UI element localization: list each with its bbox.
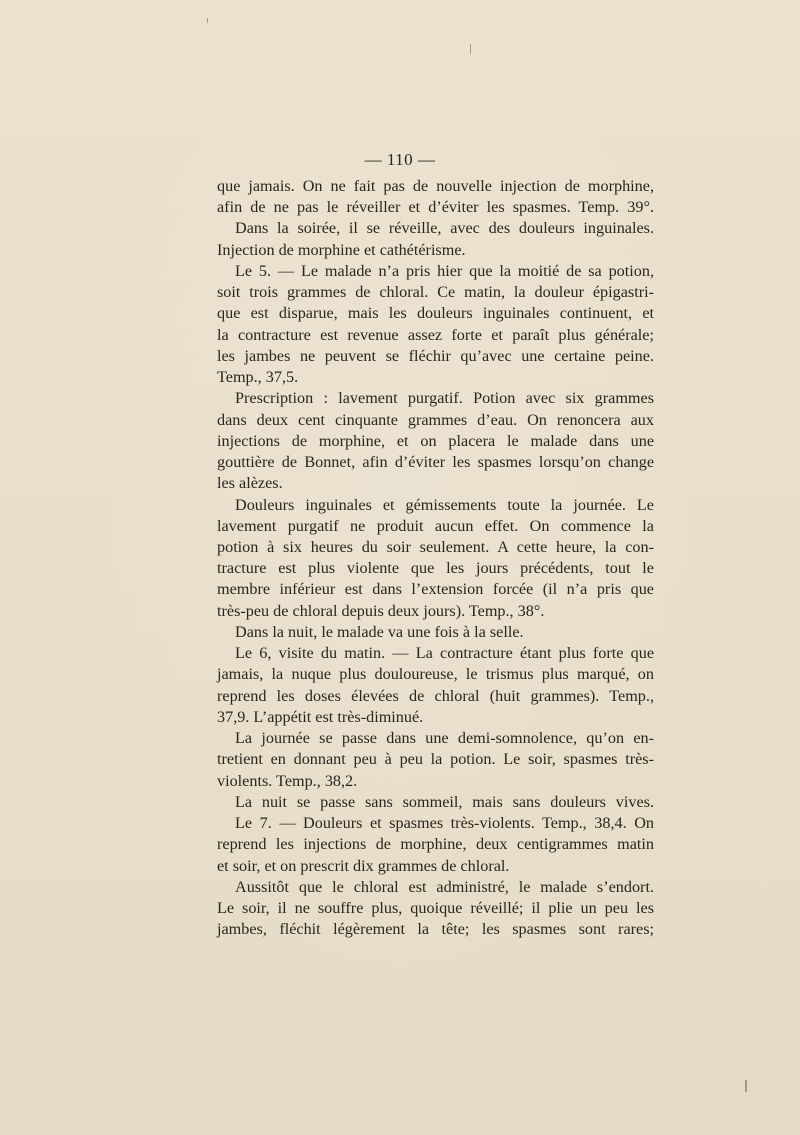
text-line: la contracture est revenue assez forte et paraît plus générale; xyxy=(217,325,654,344)
text-line: potion à six heures du soir seulement. A cette heure, la con- xyxy=(217,537,654,556)
paper-speck xyxy=(207,18,208,23)
text-line: Prescription : lavement purgatif. Potion avec six grammes xyxy=(235,389,654,408)
text-line: Dans la soirée, il se réveille, avec des douleurs inguinales. xyxy=(235,219,654,238)
paper-speck xyxy=(470,44,471,54)
text-line: lavement purgatif ne produit aucun effet. On commence la xyxy=(217,516,654,535)
text-line: Le soir, il ne souffre plus, quoique réveillé; il plie un peu les xyxy=(217,898,654,917)
text-line: Injection de morphine et cathétérisme. xyxy=(217,240,466,259)
text-line: que jamais. On ne fait pas de nouvelle injection de morphine, xyxy=(217,177,654,195)
text-line: injections de morphine, et on placera le malade dans une xyxy=(217,431,654,450)
text-line: La journée se passe dans une demi-somnolence, qu’on en- xyxy=(235,729,654,748)
text-line: Dans la nuit, le malade va une fois à la selle. xyxy=(235,622,524,641)
text-line: tretient en donnant peu à peu la potion. Le soir, spasmes très- xyxy=(217,750,654,769)
text-line: très-peu de chloral depuis deux jours). Temp., 38°. xyxy=(217,601,545,620)
text-line: jamais, la nuque plus douloureuse, le trismus plus marqué, on xyxy=(217,665,654,684)
text-line: et soir, et on prescrit dix grammes de chloral. xyxy=(217,856,510,875)
text-line: dans deux cent cinquante grammes d’eau. On renoncera aux xyxy=(217,410,654,429)
text-line: Aussitôt que le chloral est administré, le malade s’endort. xyxy=(235,877,654,896)
text-line: reprend les injections de morphine, deux centigrammes matin xyxy=(217,835,654,854)
text-line: que est disparue, mais les douleurs inguinales continuent, et xyxy=(217,304,654,323)
text-line: reprend les doses élevées de chloral (huit grammes). Temp., xyxy=(217,686,654,705)
text-line: membre inférieur est dans l’extension forcée (il n’a pris que xyxy=(217,580,654,599)
text-line: jambes, fléchit légèrement la tête; les spasmes sont rares; xyxy=(217,920,654,939)
text-line: les jambes ne peuvent se fléchir qu’avec une certaine peine. xyxy=(217,346,654,365)
text-line: La nuit se passe sans sommeil, mais sans douleurs vives. xyxy=(235,792,654,811)
text-line: Le 7. — Douleurs et spasmes très-violents. Temp., 38,4. On xyxy=(235,814,654,833)
text-line: les alèzes. xyxy=(217,474,283,493)
text-line: Le 5. — Le malade n’a pris hier que la moitié de sa potion, xyxy=(235,261,654,280)
paper-speck xyxy=(745,1080,747,1092)
text-line: Temp., 37,5. xyxy=(217,368,299,387)
page-number: — 110 — xyxy=(364,150,436,169)
text-line: Le 6, visite du matin. — La contracture étant plus forte que xyxy=(235,644,654,663)
text-line: violents. Temp., 38,2. xyxy=(217,771,358,790)
text-line: 37,9. L’appétit est très-diminué. xyxy=(217,707,424,726)
body-text xyxy=(217,176,654,940)
text-line: afin de ne pas le réveiller et d’éviter les spasmes. Temp. 39°. xyxy=(217,198,654,217)
text-line: gouttière de Bonnet, afin d’éviter les spasmes lorsqu’on change xyxy=(217,453,654,472)
text-line: Douleurs inguinales et gémissements toute la journée. Le xyxy=(235,495,654,514)
text-line: soit trois grammes de chloral. Ce matin, la douleur épigastri- xyxy=(217,283,654,302)
text-line: tracture est plus violente que les jours précédents, tout le xyxy=(217,559,654,578)
